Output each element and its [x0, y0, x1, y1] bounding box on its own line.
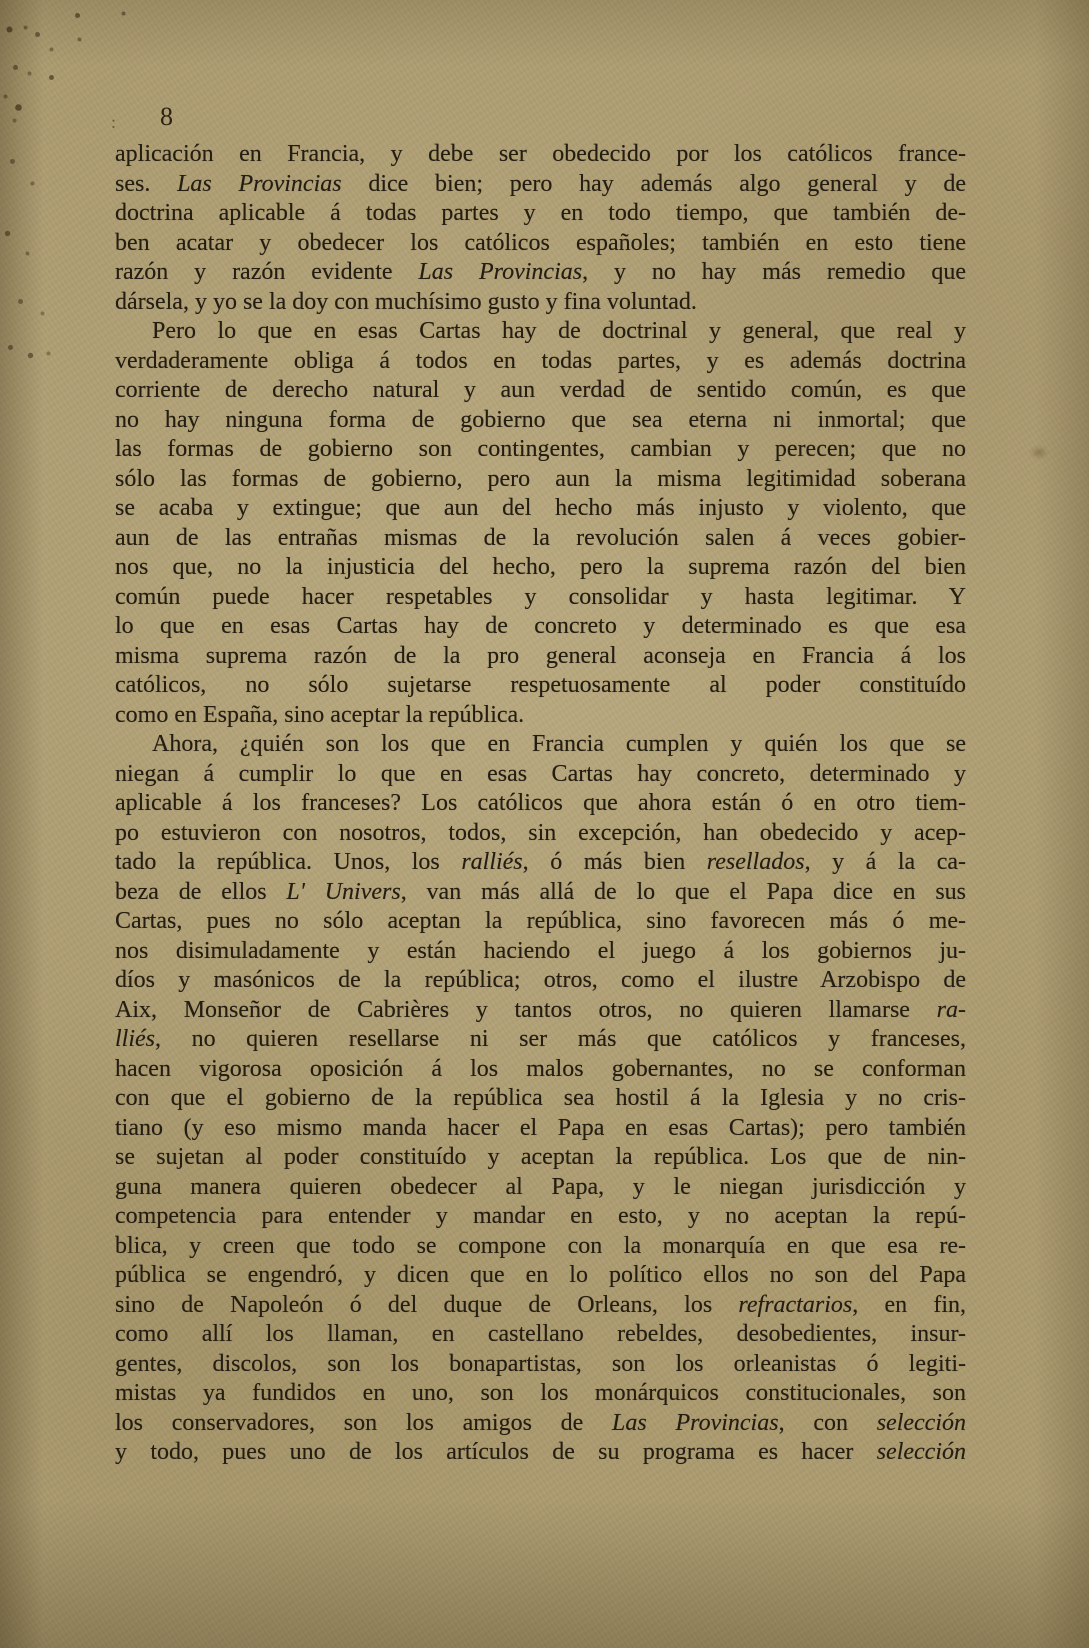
text-line [115, 288, 966, 318]
text-line [115, 966, 966, 996]
body-text: con que el gobierno de la república sea hostil á la Iglesia y no cris- [115, 1085, 966, 1111]
body-text: Ahora, ¿quién son los que en Francia cumplen y quién los que se [152, 731, 966, 757]
text-line [115, 140, 966, 170]
body-text: lo que en esas Cartas hay de concreto y determinado es que esa [115, 613, 966, 639]
italic-text: lliés [115, 1026, 155, 1052]
italic-text: resellados [706, 849, 805, 875]
text-line [115, 1261, 966, 1291]
body-text: como allí los llaman, en castellano rebeldes, desobedientes, insur- [115, 1321, 966, 1347]
body-text: pública se engendró, y dicen que en lo político ellos no son del Papa [115, 1262, 966, 1288]
body-text: dársela, y yo se la doy con muchísimo gusto y fina voluntad. [115, 288, 697, 315]
text-line [115, 406, 966, 436]
text-line [115, 553, 966, 583]
body-text: Cartas, pues no sólo aceptan la república, sino favorecen más ó me- [115, 908, 966, 934]
body-text: doctrina aplicable á todas partes y en todo tiempo, que también de- [115, 200, 966, 226]
text-line [115, 1438, 966, 1468]
text-line [115, 1379, 966, 1409]
body-text: , no quieren resellarse ni ser más que católicos y franceses, [155, 1026, 966, 1052]
text-line [115, 347, 966, 377]
body-text: razón y razón evidente [115, 259, 419, 285]
body-text: gentes, discolos, son los bonapartistas, son los orleanistas ó legiti- [115, 1350, 966, 1377]
text-line [115, 199, 966, 229]
body-text: aplicable á los franceses? Los católicos que ahora están ó en otro tiem- [115, 790, 966, 816]
body-text: las formas de gobierno son contingentes, cambian y perecen; que no [115, 436, 966, 462]
paper-smudge [1030, 446, 1048, 459]
body-text: , en fin, [852, 1291, 966, 1318]
text-line [115, 819, 966, 849]
text-line [115, 465, 966, 495]
text-line [115, 1202, 966, 1232]
body-text: ses. [115, 170, 178, 197]
text-line [115, 1409, 966, 1439]
body-text: beza de ellos [115, 878, 287, 905]
body-text: Aix, Monseñor de Cabrières y tantos otros, no quieren llamarse [115, 996, 937, 1023]
text-line [115, 760, 966, 790]
text-line [115, 996, 966, 1026]
text-line [115, 1084, 966, 1114]
text-line [115, 1320, 966, 1350]
italic-text: L' Univers [286, 878, 401, 905]
italic-text: selección [876, 1409, 966, 1436]
text-line [115, 435, 966, 465]
body-text: común puede hacer respetables y consolidar y hasta legitimar. Y [115, 583, 966, 610]
body-text: tado la república. Unos, los [115, 849, 462, 875]
text-line [115, 671, 966, 701]
text-line [115, 1173, 966, 1203]
body-text: corriente de derecho natural y aun verdad de sentido común, es que [115, 377, 966, 403]
text-line [115, 583, 966, 613]
body-text: misma suprema razón de la pro general aconseja en Francia á los [115, 642, 966, 669]
text-line [115, 317, 966, 347]
italic-text: ra- [936, 996, 966, 1023]
text-line [115, 1114, 966, 1144]
body-text: verdaderamente obliga á todos en todas partes, y es además doctrina [115, 347, 966, 374]
body-text: nos que, no la injusticia del hecho, pero la suprema razón del bien [115, 554, 966, 580]
body-text: se sujetan al poder constituído y aceptan la república. Los que de nin- [115, 1144, 966, 1170]
body-text: , y á la ca- [804, 849, 966, 875]
body-text: , van más allá de lo que el Papa dice en sus [400, 878, 966, 905]
body-text: nos disimuladamente y están haciendo el juego á los gobiernos ju- [115, 937, 966, 964]
text-line [115, 1025, 966, 1055]
text-line [115, 1232, 966, 1262]
italic-text: ralliés [461, 849, 523, 875]
body-text: po estuvieron con nosotros, todos, sin excepción, han obedecido y acep- [115, 819, 966, 846]
italic-text: Las Provincias [177, 170, 342, 197]
body-text: díos y masónicos de la república; otros, como el ilustre Arzobispo de [115, 967, 966, 993]
body-text: Pero lo que en esas Cartas hay de doctrinal y general, que real y [152, 318, 966, 344]
text-line [115, 376, 966, 406]
text-line [115, 524, 966, 554]
text-line [115, 730, 966, 760]
italic-text: refractarios [738, 1291, 853, 1318]
body-text: mistas ya fundidos en uno, son los monárquicos constitucionales, son [115, 1380, 966, 1406]
text-line [115, 1055, 966, 1085]
text-line [115, 258, 966, 288]
body-text: sino de Napoleón ó del duque de Orleans, los [115, 1291, 739, 1318]
italic-text: selección [876, 1439, 966, 1465]
body-text: dice bien; pero hay además algo general y de [341, 170, 966, 197]
body-text: aun de las entrañas mismas de la revolución salen á veces gobier- [115, 524, 966, 551]
text-line [115, 1350, 966, 1380]
body-text: , con [778, 1409, 877, 1436]
text-line [115, 1291, 966, 1321]
body-text: se acaba y extingue; que aun del hecho más injusto y violento, que [115, 495, 966, 521]
body-text: como en España, sino aceptar la república. [115, 701, 525, 728]
body-text: , y no hay más remedio que [582, 259, 966, 285]
body-text: ben acatar y obedecer los católicos españoles; también en esto tiene [115, 229, 966, 256]
text-line [115, 612, 966, 642]
body-text: no hay ninguna forma de gobierno que sea eterna ni inmortal; que [115, 406, 966, 433]
body-text: guna manera quieren obedecer al Papa, y le niegan jurisdicción y [115, 1173, 966, 1200]
body-text: sólo las formas de gobierno, pero aun la misma legitimidad soberana [115, 465, 966, 492]
text-line [115, 229, 966, 259]
text-line [115, 494, 966, 524]
body-text: hacen vigorosa oposición á los malos gobernantes, no se conforman [115, 1055, 966, 1082]
body-text: y todo, pues uno de los artículos de su programa es hacer [115, 1439, 877, 1465]
body-text: blica, y creen que todo se compone con la monarquía en que esa re- [115, 1232, 966, 1259]
margin-mark: : [111, 112, 117, 132]
text-line [115, 642, 966, 672]
italic-text: Las Provincias [612, 1409, 779, 1436]
text-line [115, 937, 966, 967]
body-text: tiano (y eso mismo manda hacer el Papa en esas Cartas); pero también [115, 1114, 966, 1141]
body-text: aplicación en Francia, y debe ser obedecido por los católicos france- [115, 141, 966, 167]
body-text: los conservadores, son los amigos de [115, 1409, 613, 1436]
body-text: , ó más bien [522, 849, 707, 875]
text-line [115, 848, 966, 878]
text-line [115, 1143, 966, 1173]
text-line [115, 907, 966, 937]
text-line [115, 701, 966, 731]
ink-specks [0, 0, 3, 3]
text-block [115, 140, 966, 1468]
body-text: competencia para entender y mandar en esto, y no aceptan la repú- [115, 1203, 966, 1229]
italic-text: Las Provincias [418, 259, 583, 285]
text-line [115, 878, 966, 908]
body-text: católicos, no sólo sujetarse respetuosamente al poder constituído [115, 672, 966, 698]
text-line [115, 789, 966, 819]
text-line [115, 170, 966, 200]
body-text: niegan á cumplir lo que en esas Cartas hay concreto, determinado y [115, 760, 966, 787]
page-number: 8 [160, 102, 174, 131]
